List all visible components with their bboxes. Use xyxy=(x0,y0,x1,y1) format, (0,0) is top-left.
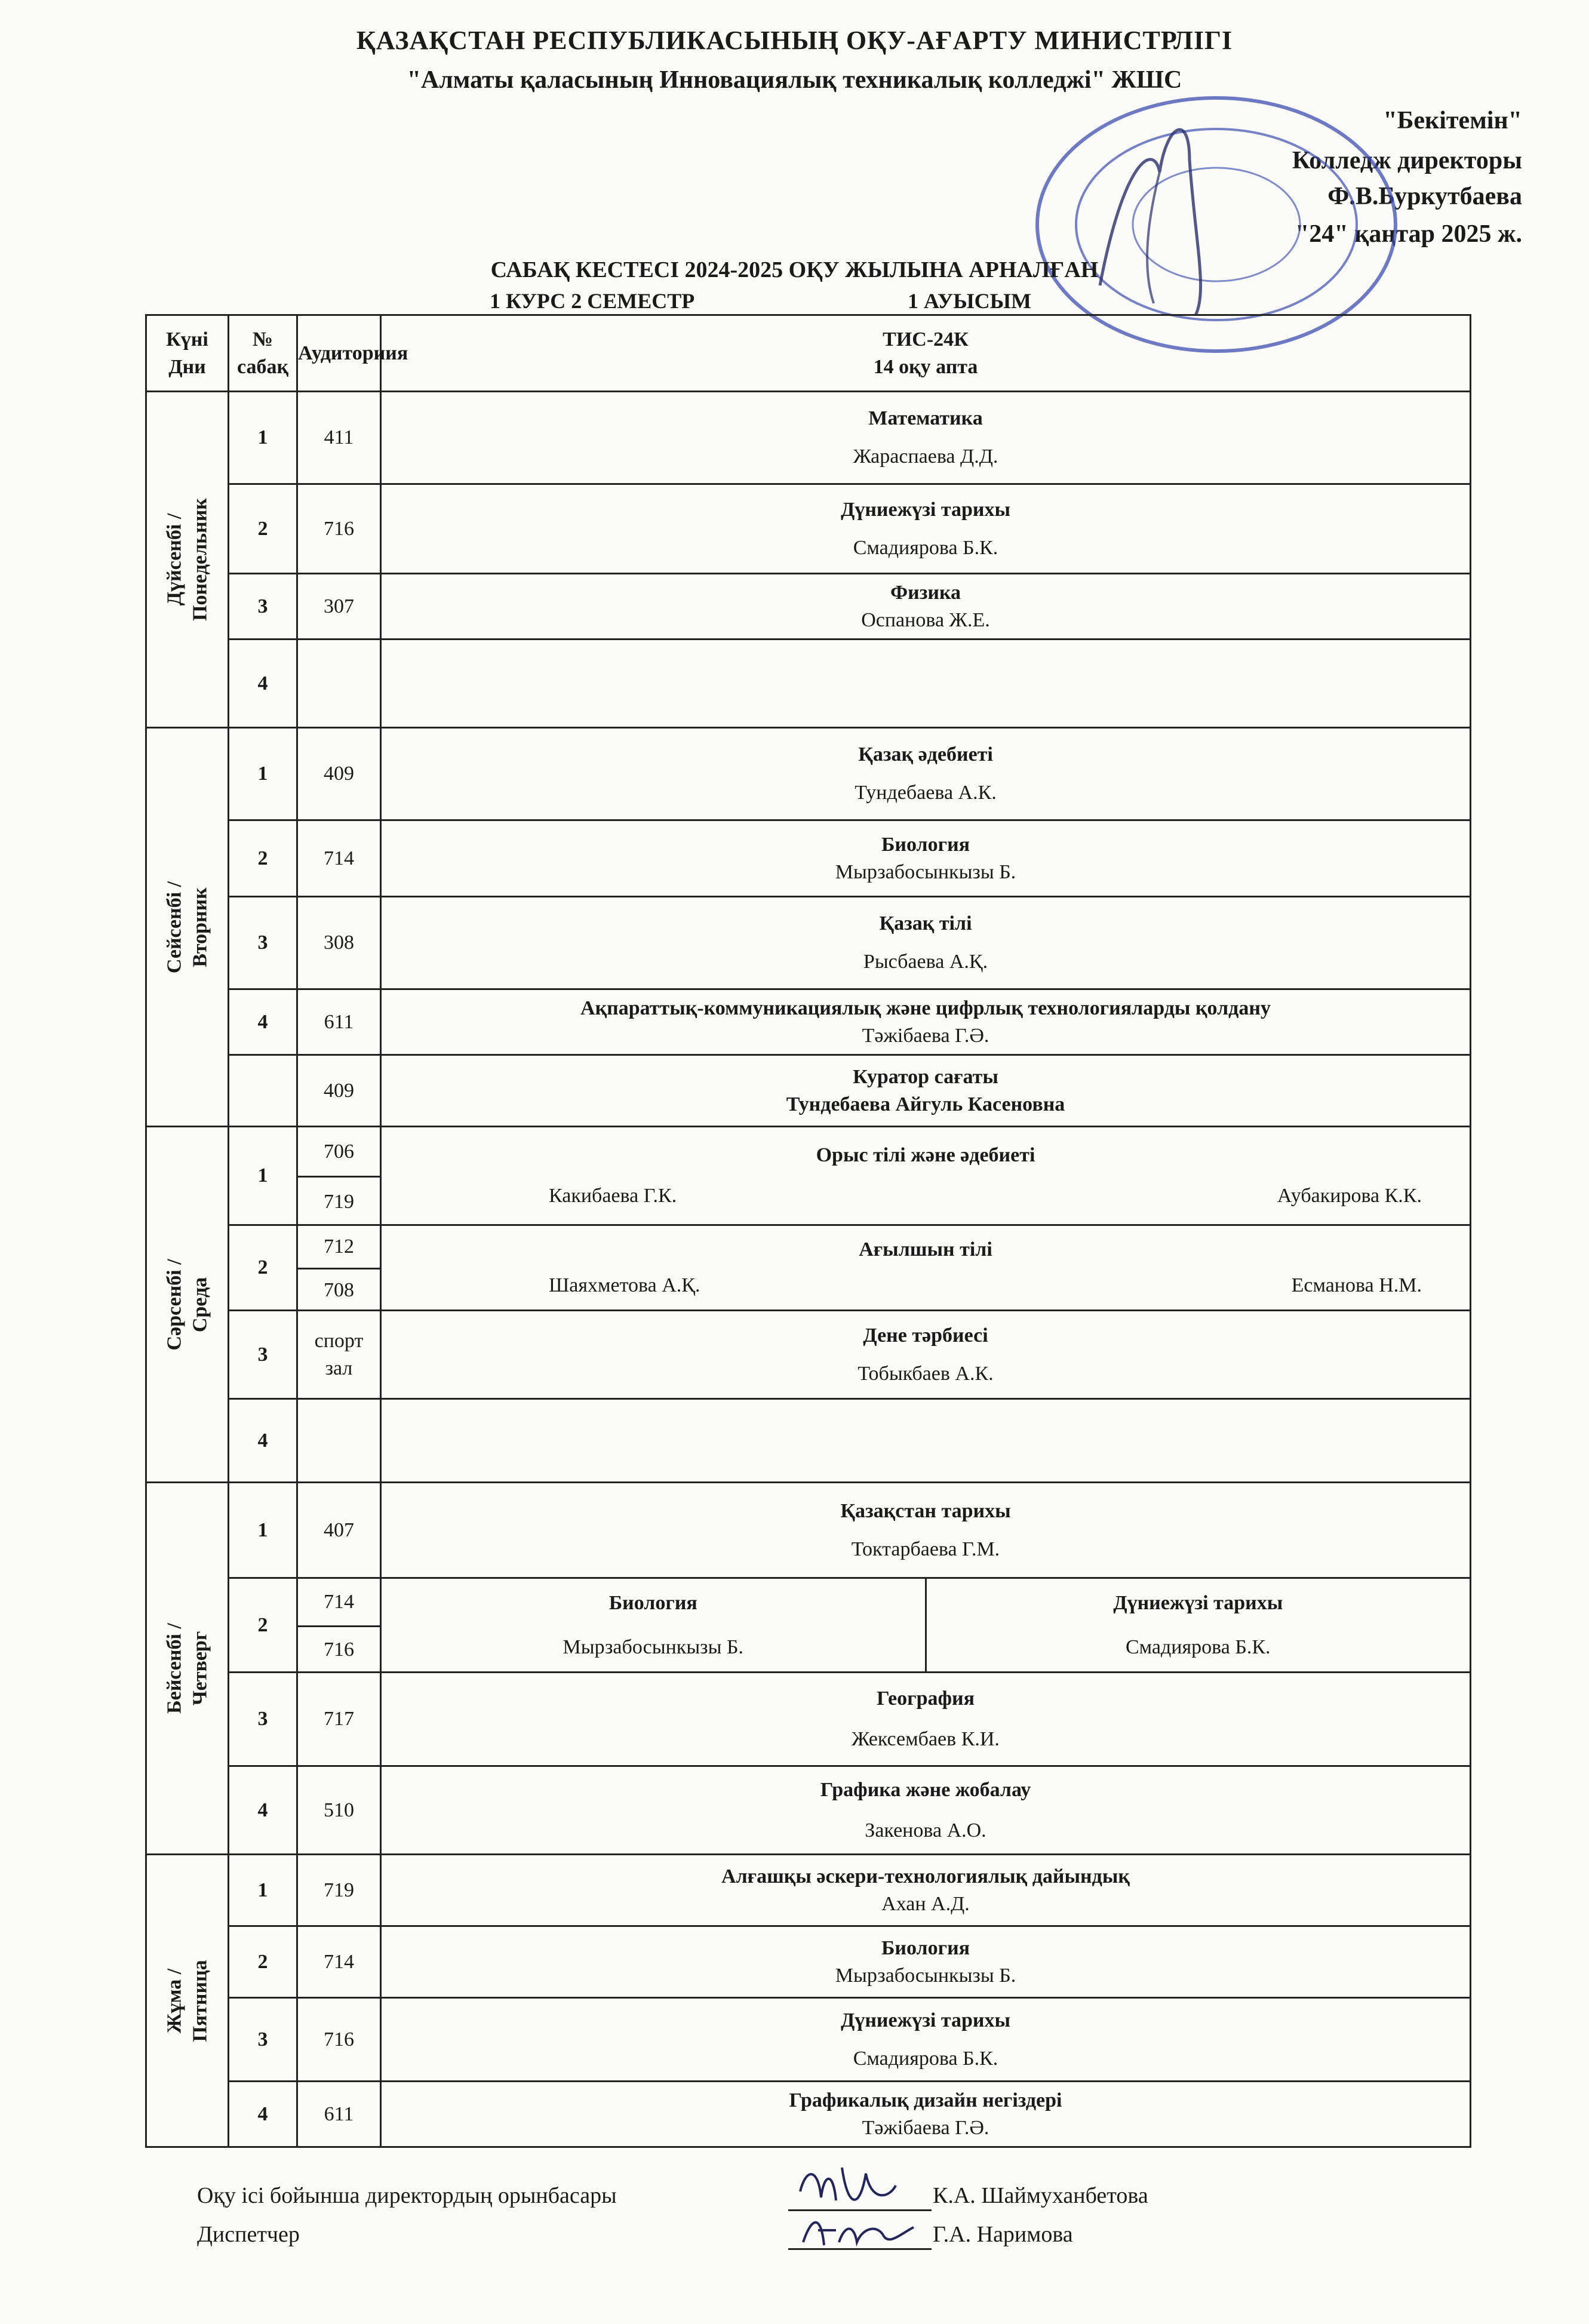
lesson-cell xyxy=(381,1399,1471,1483)
teacher: Оспанова Ж.Е. xyxy=(861,608,990,631)
lesson-number: 1 xyxy=(229,728,297,820)
lesson-cell xyxy=(381,2082,1471,2147)
table-row xyxy=(146,989,1471,1055)
col-room-header: Аудиториия xyxy=(297,315,381,392)
room-number: 719 xyxy=(297,1855,381,1926)
day-monday xyxy=(146,392,229,728)
dispatcher-name: Г.А. Наримова xyxy=(933,2222,1073,2247)
lesson-cell xyxy=(381,640,1471,728)
lesson-number xyxy=(229,1055,297,1127)
deputy-name: К.А. Шаймуханбетова xyxy=(933,2183,1148,2208)
teacher: Жексембаев К.И. xyxy=(852,1728,1000,1750)
curator-row xyxy=(146,1055,1471,1127)
lesson-cell xyxy=(381,484,1471,574)
teacher: Мырзабосынкызы Б. xyxy=(563,1636,743,1658)
room-number: 611 xyxy=(297,2082,381,2147)
room-number: 307 xyxy=(297,574,381,640)
lesson-number: 4 xyxy=(229,2082,297,2147)
teacher: Аубакирова К.К. xyxy=(1277,1185,1422,1207)
curator-cell xyxy=(381,1055,1471,1127)
subject: Дүниежүзі тарихы xyxy=(1113,1591,1283,1614)
room-number xyxy=(297,1399,381,1483)
subject: Қазақстан тарихы xyxy=(840,1499,1011,1522)
col-day-header: Күні Дни xyxy=(146,315,229,392)
lesson-number: 4 xyxy=(229,1766,297,1855)
lesson-number: 3 xyxy=(229,1311,297,1399)
lesson-number: 1 xyxy=(229,1127,297,1225)
teacher: Тәжібаева Г.Ә. xyxy=(862,1024,989,1047)
day-label: Бейсенбі / Четверг xyxy=(163,1623,211,1714)
room-number: 714 xyxy=(297,820,381,897)
lesson-cell xyxy=(381,1998,1471,2082)
room-number: 411 xyxy=(297,392,381,484)
lesson-cell xyxy=(381,1483,1471,1578)
room-split xyxy=(297,1578,381,1673)
day-label: Сейсенбі / Вторник xyxy=(163,881,211,973)
lesson-cell xyxy=(381,1127,1471,1225)
table-row xyxy=(146,1766,1471,1855)
table-row xyxy=(146,1127,1471,1225)
subject: Қазақ тілі xyxy=(879,912,972,935)
room-number: 712 xyxy=(324,1235,354,1258)
subject: Физика xyxy=(890,581,961,604)
room-number: 708 xyxy=(298,1268,380,1311)
lesson-cell xyxy=(381,1311,1471,1399)
table-row xyxy=(146,1311,1471,1399)
schedule-table xyxy=(145,314,1471,2148)
day-wednesday xyxy=(146,1127,229,1483)
room-number: 717 xyxy=(297,1673,381,1766)
lesson-number: 1 xyxy=(229,392,297,484)
table-row xyxy=(146,1399,1471,1483)
table-header-row xyxy=(146,315,1471,392)
dispatcher-signature xyxy=(794,2209,932,2257)
split-left xyxy=(382,1579,925,1671)
col-lesson-header: № сабақ xyxy=(229,315,297,392)
room-number: 611 xyxy=(297,989,381,1055)
teacher: Закенова А.О. xyxy=(865,1819,986,1842)
curator-name: Тундебаева Айгуль Касеновна xyxy=(786,1093,1065,1115)
room-number: 716 xyxy=(297,1998,381,2082)
room-number: 719 xyxy=(298,1176,380,1226)
room-split xyxy=(297,1127,381,1225)
teacher: Есманова Н.М. xyxy=(1291,1274,1422,1296)
lesson-cell xyxy=(381,392,1471,484)
teacher: Ахан А.Д. xyxy=(881,1892,970,1915)
teacher: Тундебаева А.К. xyxy=(855,782,997,804)
subject: Биология xyxy=(608,1591,697,1614)
subject: Математика xyxy=(868,407,983,430)
room-number: 409 xyxy=(297,1055,381,1127)
lesson-number: 2 xyxy=(229,1578,297,1673)
subject: Дүниежүзі тарихы xyxy=(840,498,1011,521)
ministry-title: ҚАЗАҚСТАН РЕСПУБЛИКАСЫНЫҢ ОҚУ-АҒАРТУ МИНИСТРЛІГІ xyxy=(356,26,1233,55)
group-name: ТИС-24К xyxy=(883,328,969,351)
teacher: Какибаева Г.К. xyxy=(549,1185,677,1207)
teacher: Тобыкбаев А.К. xyxy=(857,1362,994,1385)
table-row xyxy=(146,1483,1471,1578)
table-row xyxy=(146,392,1471,484)
split-right xyxy=(925,1579,1470,1671)
lesson-number: 4 xyxy=(229,989,297,1055)
lesson-cell xyxy=(381,1855,1471,1926)
subject: Алғашқы әскери-технологиялық дайындық xyxy=(721,1865,1130,1888)
lesson-number: 3 xyxy=(229,574,297,640)
table-row xyxy=(146,820,1471,897)
lesson-cell xyxy=(381,1673,1471,1766)
approve-date: "24" қаңтар 2025 ж. xyxy=(1295,220,1522,248)
group-header xyxy=(381,315,1471,392)
subject: Ақпараттық-коммуникациялық және цифрлық технологияларды қолдану xyxy=(580,997,1271,1019)
table-row xyxy=(146,1926,1471,1998)
teacher-pair xyxy=(382,1182,1470,1210)
day-thursday xyxy=(146,1483,229,1855)
table-row xyxy=(146,1998,1471,2082)
teacher: Тәжібаева Г.Ә. xyxy=(862,2116,989,2139)
subject: Биология xyxy=(881,1936,970,1959)
college-name: "Алматы қаласының Инновациялық техникалық колледжі" ЖШС xyxy=(407,66,1182,94)
subject: Графикалық дизайн негіздері xyxy=(789,2089,1062,2111)
day-label: Жұма / Пятница xyxy=(163,1959,211,2042)
table-row xyxy=(146,640,1471,728)
table-row xyxy=(146,1855,1471,1926)
lesson-number: 1 xyxy=(229,1855,297,1926)
lesson-cell xyxy=(381,1225,1471,1311)
table-row xyxy=(146,574,1471,640)
table-row xyxy=(146,897,1471,989)
table-row xyxy=(146,1225,1471,1311)
teacher: Жараспаева Д.Д. xyxy=(853,445,998,468)
lesson-number: 3 xyxy=(229,897,297,989)
teacher: Мырзабосынкызы Б. xyxy=(835,1964,1016,1987)
lesson-number: 2 xyxy=(229,1225,297,1311)
subject: Графика және жобалау xyxy=(820,1778,1031,1801)
weeks-count: 14 оқу апта xyxy=(873,355,978,378)
room-number: 716 xyxy=(297,484,381,574)
table-row xyxy=(146,1578,1471,1673)
table-row xyxy=(146,1673,1471,1766)
day-tuesday xyxy=(146,728,229,1127)
dispatcher-role: Диспетчер xyxy=(197,2222,300,2247)
subject: Орыс тілі және әдебиеті xyxy=(816,1144,1035,1167)
schedule-title: САБАҚ КЕСТЕСІ 2024-2025 ОҚУ ЖЫЛЫНА АРНАЛҒАН xyxy=(490,257,1099,282)
teacher: Смадиярова Б.К. xyxy=(853,536,998,559)
subject: Биология xyxy=(881,833,970,856)
day-label: Сәрсенбі / Среда xyxy=(163,1258,211,1351)
teacher: Мырзабосынкызы Б. xyxy=(835,860,1016,883)
room-number xyxy=(297,640,381,728)
teacher: Рысбаева А.Қ. xyxy=(863,951,988,973)
room-split xyxy=(297,1225,381,1311)
curator-title: Куратор сағаты xyxy=(853,1065,998,1088)
teacher: Смадиярова Б.К. xyxy=(1125,1636,1271,1658)
subject: География xyxy=(877,1687,975,1710)
deputy-signature xyxy=(794,2156,932,2215)
approve-name: Ф.В.Буркутбаева xyxy=(1327,183,1522,210)
room-number: 407 xyxy=(297,1483,381,1578)
lesson-cell xyxy=(381,574,1471,640)
subject: Дене тәрбиесі xyxy=(863,1324,988,1347)
deputy-role: Оқу ісі бойынша директордың орынбасары xyxy=(197,2183,617,2208)
approve-label: "Бекітемін" xyxy=(1383,107,1522,134)
subject: Дүниежүзі тарихы xyxy=(840,2009,1011,2031)
subject: Ағылшын тілі xyxy=(859,1238,992,1261)
room-number: спорт зал xyxy=(297,1311,381,1399)
lesson-split xyxy=(381,1578,1471,1673)
lesson-cell xyxy=(381,728,1471,820)
table-row xyxy=(146,484,1471,574)
room-number: 510 xyxy=(297,1766,381,1855)
lesson-cell xyxy=(381,1766,1471,1855)
lesson-number: 3 xyxy=(229,1673,297,1766)
room-number: 308 xyxy=(297,897,381,989)
day-friday xyxy=(146,1855,229,2147)
lesson-number: 2 xyxy=(229,1926,297,1998)
teacher-pair xyxy=(382,1272,1470,1299)
lesson-cell xyxy=(381,820,1471,897)
room-number: 716 xyxy=(298,1625,380,1674)
room-number: 706 xyxy=(324,1140,354,1163)
table-row xyxy=(146,2082,1471,2147)
lesson-number: 3 xyxy=(229,1998,297,2082)
teacher: Токтарбаева Г.М. xyxy=(851,1538,1000,1560)
room-number: 714 xyxy=(297,1926,381,1998)
lesson-number: 1 xyxy=(229,1483,297,1578)
day-label: Дүйсенбі / Понедельник xyxy=(163,498,211,621)
room-number: 409 xyxy=(297,728,381,820)
lesson-cell xyxy=(381,1926,1471,1998)
room-number: 714 xyxy=(324,1590,354,1613)
course-semester: 1 КУРС 2 СЕМЕСТР xyxy=(490,289,695,313)
lesson-number: 2 xyxy=(229,820,297,897)
lesson-number: 4 xyxy=(229,640,297,728)
teacher: Шаяхметова А.Қ. xyxy=(549,1274,700,1296)
approve-role: Колледж директоры xyxy=(1292,147,1522,174)
lesson-number: 4 xyxy=(229,1399,297,1483)
lesson-cell xyxy=(381,897,1471,989)
lesson-number: 2 xyxy=(229,484,297,574)
table-row xyxy=(146,728,1471,820)
lesson-cell xyxy=(381,989,1471,1055)
subject: Қазақ әдебиеті xyxy=(858,743,993,766)
teacher: Смадиярова Б.К. xyxy=(853,2047,998,2070)
shift-label: 1 АУЫСЫМ xyxy=(908,289,1031,313)
